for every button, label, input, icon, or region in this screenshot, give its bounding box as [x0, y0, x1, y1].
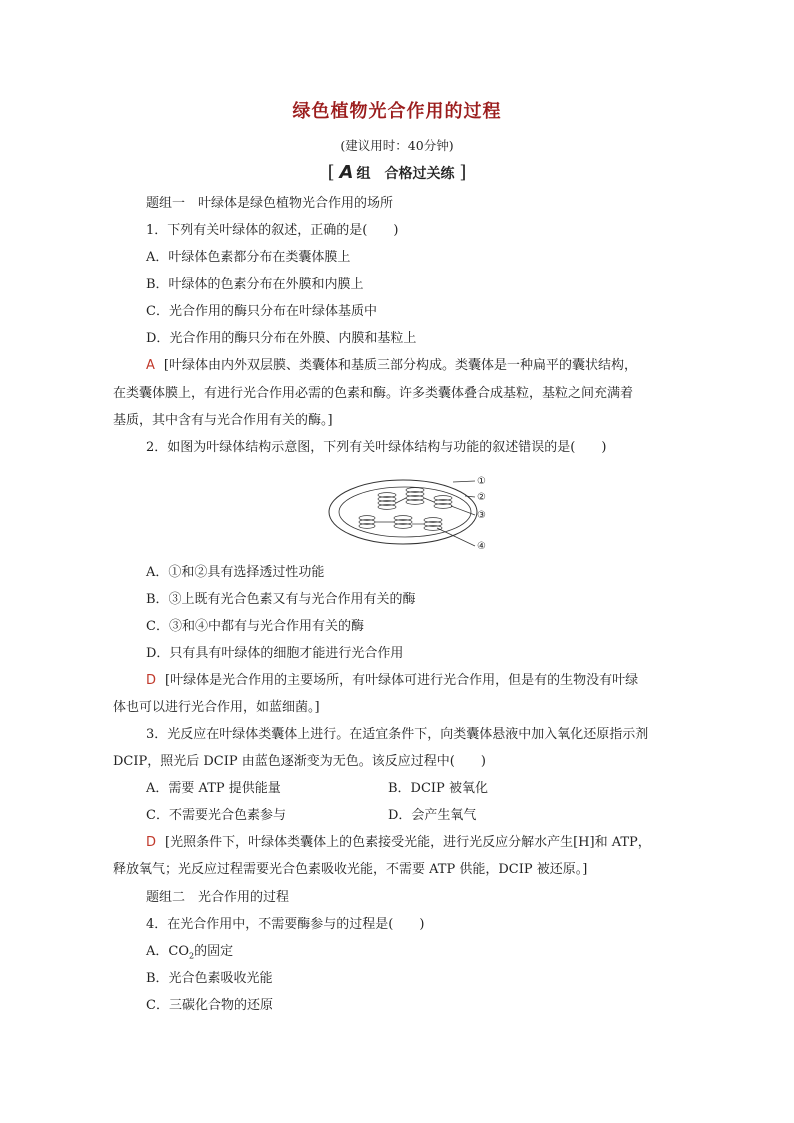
- group-bracket-close: ]: [459, 162, 467, 183]
- section-heading-1: 题组一 叶绿体是绿色植物光合作用的场所: [146, 196, 394, 211]
- q3-answer: D: [146, 835, 157, 850]
- q3-option-a: A．需要 ATP 提供能量: [146, 781, 281, 796]
- q2-explanation-line2: 体也可以进行光合作用，如蓝细菌。]: [113, 700, 320, 715]
- section-heading-2: 题组二 光合作用的过程: [146, 890, 290, 905]
- q3-option-b: B．DCIP 被氧化: [388, 781, 488, 796]
- chloroplast-diagram: [325, 468, 505, 552]
- q3-explanation-line2: 释放氧气；光反应过程需要光合色素吸收光能，不需要 ATP 供能，DCIP 被还原。]: [113, 862, 588, 877]
- q3-stem-line2: DCIP，照光后 DCIP 由蓝色逐渐变为无色。该反应过程中( ): [113, 754, 486, 769]
- q1-explanation-line2: 在类囊体膜上，有进行光合作用必需的色素和酶。许多类囊体叠合成基粒，基粒之间充满着: [113, 386, 634, 401]
- inner-membrane: [339, 487, 471, 537]
- q3-option-c: C．不需要光合色素参与: [146, 808, 286, 823]
- q2-option-c: C．③和④中都有与光合作用有关的酶: [146, 619, 364, 634]
- grana: [359, 488, 452, 531]
- q3-option-d: D．会产生氧气: [388, 808, 477, 823]
- q1-stem: 1．下列有关叶绿体的叙述，正确的是( ): [146, 223, 399, 238]
- leader-lines: [437, 481, 475, 546]
- q2-stem: 2．如图为叶绿体结构示意图，下列有关叶绿体结构与功能的叙述错误的是( ): [146, 440, 607, 455]
- q3-stem-line1: 3．光反应在叶绿体类囊体上进行。在适宜条件下，向类囊体悬液中加入氧化还原指示剂: [146, 727, 649, 742]
- q2-explanation-line1: D [叶绿体是光合作用的主要场所，有叶绿体可进行光合作用，但是有的生物没有叶绿: [146, 673, 639, 688]
- q1-option-b: B．叶绿体的色素分布在外膜和内膜上: [146, 277, 364, 292]
- page-title: 绿色植物光合作用的过程: [292, 101, 502, 122]
- q2-option-d: D．只有具有叶绿体的细胞才能进行光合作用: [146, 646, 404, 661]
- suggested-time: (建议用时：40分钟): [340, 138, 454, 153]
- q1-explanation-line3: 基质，其中含有与光合作用有关的酶。]: [113, 413, 333, 428]
- group-heading: [0, 162, 794, 183]
- label-4: ④: [477, 541, 486, 552]
- label-3: ③: [477, 510, 486, 521]
- q2-option-a: A．①和②具有选择透过性功能: [146, 565, 325, 580]
- q2-option-b: B．③上既有光合色素又有与光合作用有关的酶: [146, 592, 416, 607]
- q4-option-b: B．光合色素吸收光能: [146, 971, 273, 986]
- q4-option-c: C．三碳化合物的还原: [146, 998, 273, 1013]
- q1-option-a: A．叶绿体色素都分布在类囊体膜上: [146, 250, 351, 265]
- label-2: ②: [477, 492, 486, 503]
- group-label: 组 合格过关练: [356, 166, 455, 182]
- q4-option-a: A．$CO_2$的固定: [146, 944, 234, 961]
- outer-membrane: [329, 480, 477, 544]
- q4-stem: 4．在光合作用中，不需要酶参与的过程是( ): [146, 917, 425, 932]
- q1-answer: A: [146, 358, 155, 373]
- group-letter: A: [339, 162, 354, 183]
- q2-answer: D: [146, 673, 157, 688]
- q1-explanation-line1: A [叶绿体由内外双层膜、类囊体和基质三部分构成。类囊体是一种扁平的囊状结构，: [146, 358, 637, 373]
- group-bracket-open: [: [327, 162, 335, 183]
- q1-option-d: D．光合作用的酶只分布在外膜、内膜和基粒上: [146, 331, 417, 346]
- label-1: ①: [477, 476, 486, 487]
- q1-option-c: C．光合作用的酶只分布在叶绿体基质中: [146, 304, 377, 319]
- q3-explanation-line1: D [光照条件下，叶绿体类囊体上的色素接受光能，进行光反应分解水产生[H]和 ATP，: [146, 835, 651, 850]
